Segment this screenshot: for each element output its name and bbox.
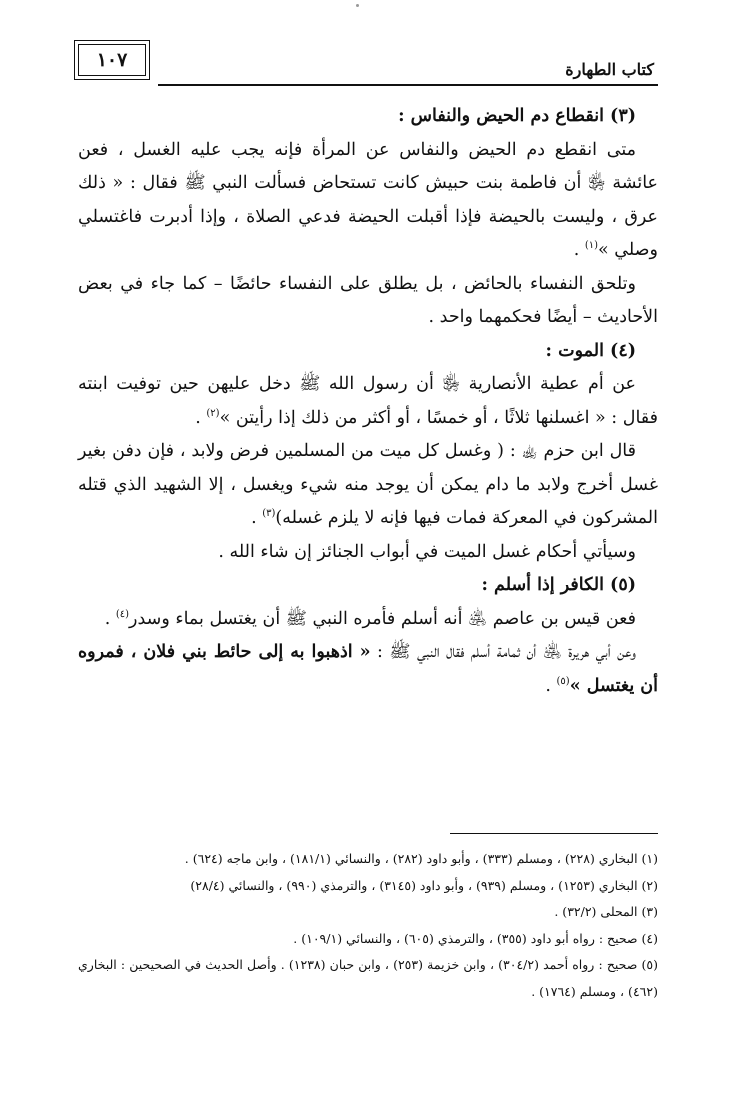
footnote-3: (٣) المحلى (٣٢/٢) . (554, 904, 658, 919)
book-title: كتاب الطهارة (565, 60, 654, 79)
footnotes (78, 846, 658, 1005)
footnote-ref-1: (١) (584, 240, 599, 252)
main-text (78, 100, 658, 703)
footnote-ref-2: (٢) (206, 407, 220, 419)
section-heading-5: (٥) الكافر إذا أسلم : (481, 575, 636, 595)
paragraph-1: متى انقطع دم الحيض والنفاس عن المرأة فإنه يجب عليه الغسل ، فعن عائشة ﵂ أن فاطمة بنت حبيش كانت تستحاض فسألت النبي ﷺ فقال : « ذلك عرق ، وليست بالحيضة فإذا أقبلت الحيضة فدعي الصلاة ، وإذا أدبرت فاغتسلي وصلي »$^{(١)}$ . (78, 139, 658, 260)
footnote-rule (450, 833, 658, 834)
paragraph-7: وعن أبي هريرة ﵁ أن ثمامة أسلم فقال النبي ﷺ : « اذهبوا به إلى حائط بني فلان ، فمروه أن يغتسل »$^{(٥)}$ . (78, 642, 658, 696)
footnote-ref-3: (٣) (262, 508, 276, 520)
paragraph-4: قال ابن حزم ﵀ : ( وغسل كل ميت من المسلمين فرض ولابد ، فإن دفن بغير غسل أخرج ولابد ما دام يمكن أن يوجد منه شيء ويغسل ، إلا الشهيد الذي قتله المشركون في المعركة فمات فيها فإنه لا يلزم غسله)$^{(٣)}$ . (78, 441, 658, 528)
footnote-4: (٤) صحيح : رواه أبو داود (٣٥٥) ، والترمذي (٦٠٥) ، والنسائي (١٠٩/١) . (293, 930, 658, 946)
footnote-ref-4: (٤) (115, 608, 130, 620)
header-rule (158, 84, 658, 86)
footnote-ref-5: (٥) (556, 675, 570, 687)
page-header (78, 44, 658, 86)
section-heading-4: (٤) الموت : (545, 340, 636, 361)
footnote-1: (١) البخاري (٢٢٨) ، ومسلم (٣٣٣) ، وأبو داود (٢٨٢) ، والنسائي (١٨١/١) ، وابن ماجه (٦٢٤) . (184, 851, 658, 866)
page-number-box (78, 44, 146, 76)
paragraph-5: وسيأتي أحكام غسل الميت في أبواب الجنائز إن شاء الله . (218, 541, 636, 562)
page-number: ١٠٧ (96, 49, 128, 71)
section-heading-3: (٣) انقطاع دم الحيض والنفاس : (398, 106, 636, 126)
hadith-quote: « اذهبوا به إلى حائط بني فلان ، فمروه أن يغتسل » (78, 642, 658, 696)
footnote-2: (٢) البخاري (١٢٥٣) ، ومسلم (٩٣٩) ، وأبو داود (٣١٤٥) ، والترمذي (٩٩٠) ، والنسائي (٢٨/٤) (190, 877, 658, 893)
footnote-5: (٥) صحيح : رواه أحمد (٣٠٤/٢) ، وابن خزيمة (٢٥٣) ، وابن حبان (١٢٣٨) . وأصل الحديث في الصحيحين : البخاري (٤٦٢) ، ومسلم (١٧٦٤) . (78, 957, 658, 999)
paragraph-6: فعن قيس بن عاصم ﵁ أنه أسلم فأمره النبي ﷺ أن يغتسل بماء وسدر$^{(٤)}$ . (104, 608, 636, 629)
scan-mark (356, 4, 359, 7)
paragraph-2: وتلحق النفساء بالحائض ، بل يطلق على النفساء حائضًا – كما جاء في بعض الأحاديث – أيضًا فحكمهما واحد . (78, 273, 658, 327)
paragraph-3: عن أم عطية الأنصارية ﵂ أن رسول الله ﷺ دخل عليهن حين توفيت ابنته فقال : « اغسلنها ثلاثًا ، أو خمسًا ، أو أكثر من ذلك إذا رأيتن »$^{(٢)}$ . (78, 374, 658, 428)
